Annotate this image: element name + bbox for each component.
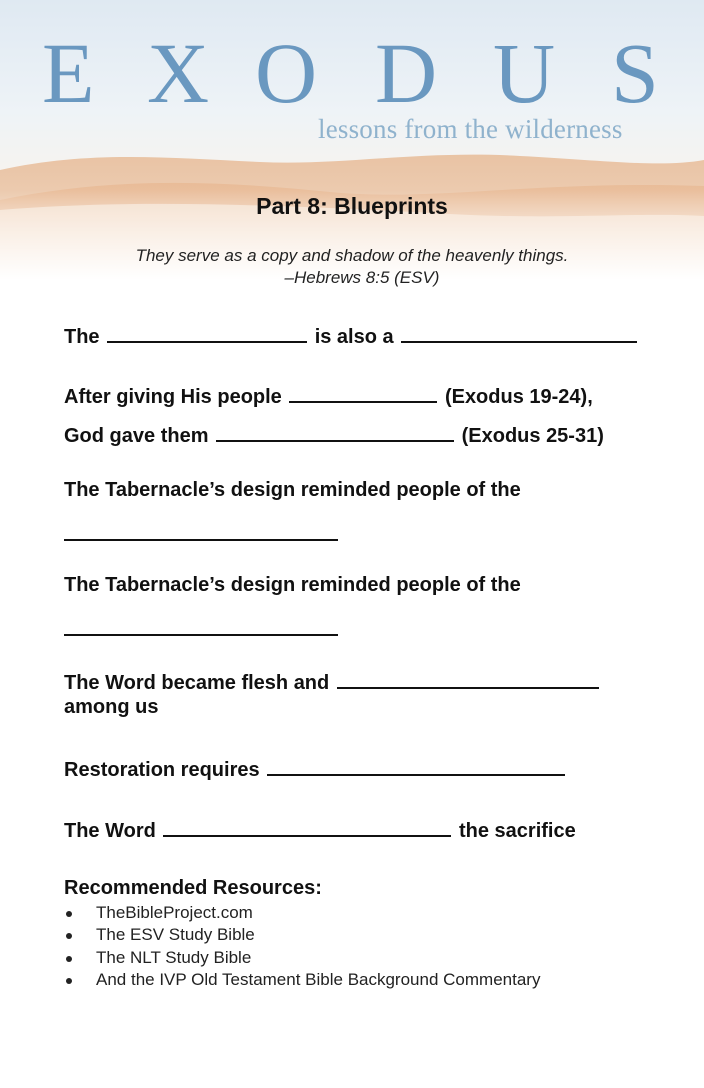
fill-in-line-9: [64, 696, 158, 719]
answer-blank[interactable]: [64, 616, 338, 636]
answer-blank[interactable]: [267, 756, 565, 776]
answer-blank[interactable]: [337, 669, 599, 689]
line-text: The Word: [64, 820, 156, 842]
page-title: Part 8: Blueprints: [256, 193, 448, 219]
fill-in-line-10: [64, 756, 567, 782]
quote-text: They serve as a copy and shadow of the heavenly things.: [135, 246, 569, 265]
scripture-quote: [0, 245, 704, 289]
list-item: And the IVP Old Testament Bible Background Commentary: [64, 969, 540, 991]
fill-in-line-7: [64, 616, 340, 642]
answer-blank[interactable]: [64, 521, 338, 541]
wordmark-letter: O: [255, 25, 318, 121]
fill-in-line-4: [64, 479, 521, 502]
line-text: is also a: [314, 326, 394, 348]
list-item: TheBibleProject.com: [64, 902, 540, 924]
line-text: Restoration requires: [64, 759, 260, 781]
resources-heading: Recommended Resources:: [64, 877, 322, 899]
fill-in-line-5: [64, 521, 340, 547]
wordmark-letter: D: [375, 25, 438, 121]
answer-blank[interactable]: [401, 323, 637, 343]
fill-in-line-2: [64, 383, 593, 409]
exodus-wordmark: [0, 25, 704, 121]
wordmark-letter: E: [42, 25, 95, 121]
fill-in-line-1: [64, 323, 639, 349]
answer-blank[interactable]: [107, 323, 307, 343]
line-text: the sacrifice: [458, 820, 576, 842]
header-banner: [0, 0, 704, 280]
answer-blank[interactable]: [216, 422, 454, 442]
line-text: among us: [64, 696, 159, 718]
fill-in-line-6: [64, 574, 521, 597]
answer-blank[interactable]: [163, 817, 451, 837]
fill-in-line-11: [64, 817, 576, 843]
line-text: The: [64, 326, 100, 348]
fill-in-line-8: [64, 669, 601, 695]
line-text: After giving His people: [64, 386, 282, 408]
tagline: lessons from the wilderness: [318, 114, 623, 144]
resources-list: [64, 902, 540, 991]
list-item: The ESV Study Bible: [64, 924, 540, 946]
line-text: (Exodus 19-24),: [444, 386, 593, 408]
line-text: The Tabernacle’s design reminded people of the: [64, 479, 521, 501]
line-text: (Exodus 25-31): [461, 425, 604, 447]
line-text: The Word became flesh and: [64, 672, 330, 694]
answer-blank[interactable]: [289, 383, 437, 403]
wordmark-letter: U: [493, 25, 556, 121]
wordmark-letter: X: [147, 25, 210, 121]
line-text: God gave them: [64, 425, 209, 447]
quote-reference: –Hebrews 8:5 (ESV): [284, 268, 440, 287]
list-item: The NLT Study Bible: [64, 947, 540, 969]
line-text: The Tabernacle’s design reminded people of the: [64, 574, 521, 596]
fill-in-line-3: [64, 422, 604, 448]
wordmark-letter: S: [611, 25, 659, 121]
